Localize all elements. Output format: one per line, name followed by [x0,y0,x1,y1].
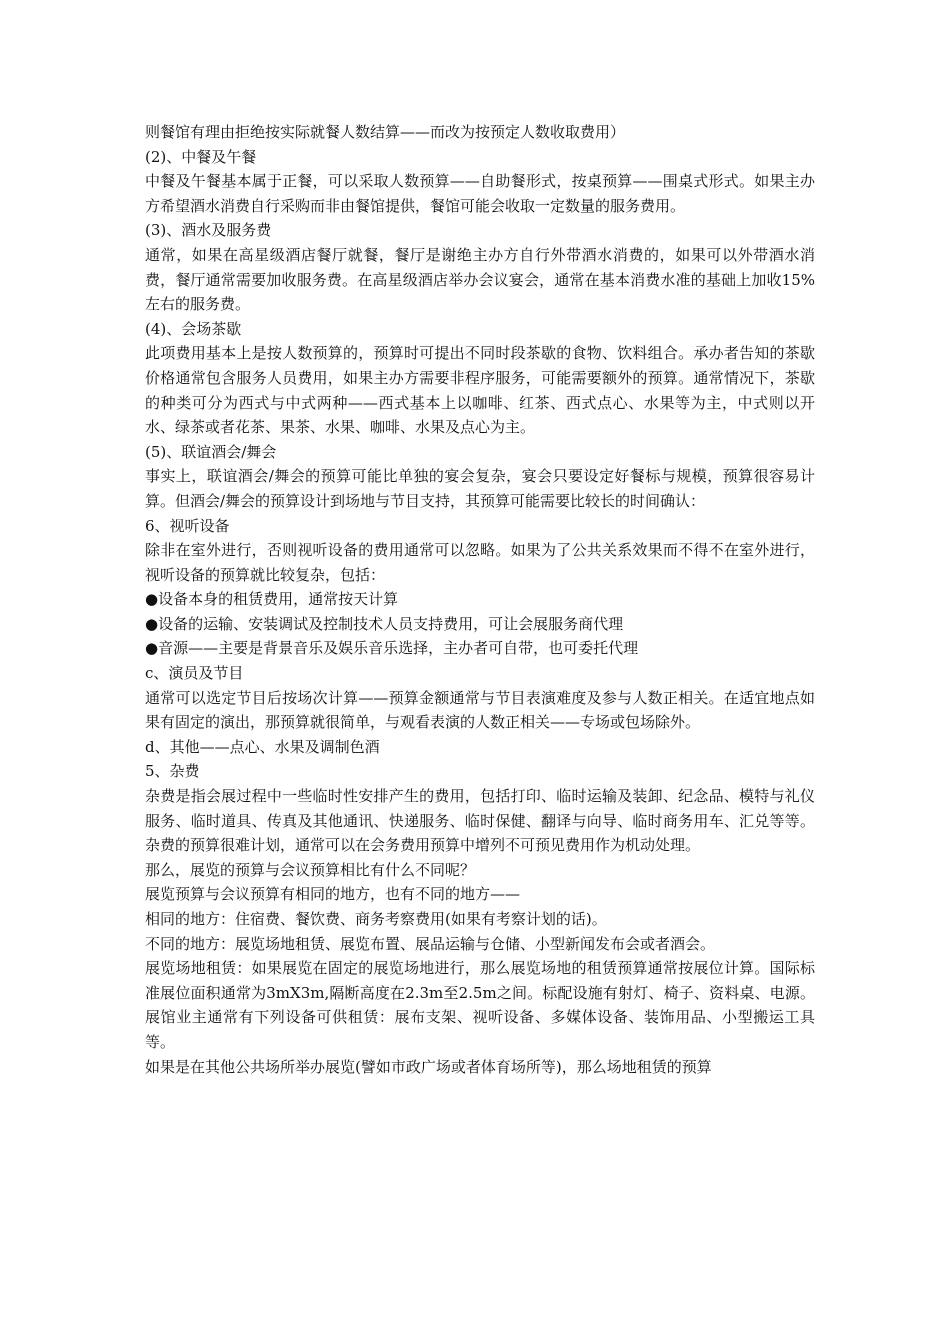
paragraph-comparison-intro: 展览预算与会议预算有相同的地方，也有不同的地方—— [145,885,521,904]
heading-performers: c、演员及节目 [145,664,244,683]
document-page [145,120,815,1079]
heading-lunch: (2)、中餐及午餐 [145,147,257,166]
paragraph-misc-fees: 杂费是指会展过程中一些临时性安排产生的费用，包括打印、临时运输及装卸、纪念品、模特与礼仪服务、临时道具、传真及其他通讯、快递服务、临时保健、翻译与向导、临时商务用车、汇兑等等。杂费的预算很难计划，通常可以在会务费用预算中增列不可预见费用作为机动处理。 [145,787,815,855]
paragraph-similarities: 相同的地方：住宿费、餐饮费、商务考察费用(如果有考察计划的话)。 [145,910,607,928]
heading-av-equipment: 6、视听设备 [145,516,230,535]
paragraph-drinks-service-fee: 通常，如果在高星级酒店餐厅就餐，餐厅是谢绝主办方自行外带酒水消费的，如果可以外带酒水消费，餐厅通常需要加收服务费。在高星级酒店举办会议宴会，通常在基本消费水准的基础上加收15%左右的服务费。 [145,245,815,314]
paragraph-performers: 通常可以选定节目后按场次计算——预算金额通常与节目表演难度及参与人数正相关。在适宜地点如果有固定的演出，那预算就很简单，与观看表演的人数正相关——专场或包场除外。 [145,688,815,732]
paragraph-differences: 不同的地方：展览场地租赁、展览布置、展品运输与仓储、小型新闻发布会或者酒会。 [145,934,716,953]
paragraph-reception-dance: 事实上，联谊酒会/舞会的预算可能比单独的宴会复杂，宴会只要设定好餐标与规模，预算很容易计算。但酒会/舞会的预算设计到场地与节目支持，其预算可能需要比较长的时间确认： [145,467,815,510]
paragraph-catering-settlement: 则餐馆有理由拒绝按实际就餐人数结算——而改为按预定人数收取费用） [145,123,626,141]
paragraph-tea-break: 此项费用基本上是按人数预算的，预算时可提出不同时段茶歇的食物、饮料组合。承办者告知的茶歇价格通常包含服务人员费用，如果主办方需要非程序服务，可能需要额外的预算。通常情况下，茶歇的种类可分为西式与中式两种——西式基本上以咖啡、红茶、西式点心、水果等为主，中式则以开水、绿茶或者花茶、果茶、水果、咖啡、水果及点心为主。 [145,344,815,437]
paragraph-av-equipment: 除非在室外进行，否则视听设备的费用通常可以忽略。如果为了公共关系效果而不得不在室外进行，视听设备的预算就比较复杂，包括： [145,541,815,584]
heading-other-snacks: d、其他——点心、水果及调制色酒 [145,737,380,756]
paragraph-lunch: 中餐及午餐基本属于正餐，可以采取人数预算——自助餐形式，按桌预算——围桌式形式。如果主办方希望酒水消费自行采购而非由餐馆提供，餐馆可能会收取一定数量的服务费用。 [145,172,815,215]
bullet-item-rental: ●设备本身的租赁费用，通常按天计算 [145,590,399,609]
heading-drinks-service-fee: (3)、酒水及服务费 [145,221,272,240]
bullet-item-transport: ●设备的运输、安装调试及控制技术人员支持费用，可让会展服务商代理 [145,614,624,633]
paragraph-question: 那么，展览的预算与会议预算相比有什么不同呢？ [145,860,476,879]
heading-tea-break: (4)、会场茶歇 [145,319,242,338]
heading-reception-dance: (5)、联谊酒会/舞会 [145,442,277,461]
heading-misc-fees: 5、杂费 [145,762,200,781]
bullet-item-audio-source: ●音源——主要是背景音乐及娱乐音乐选择，主办者可自带，也可委托代理 [145,639,639,658]
paragraph-venue-rental: 展览场地租赁：如果展览在固定的展览场地进行，那么展览场地的租赁预算通常按展位计算。国际标准展位面积通常为3mX3m,隔断高度在2.3m至2.5m之间。标配设施有射灯、椅子、资料桌、电源。展馆业主通常有下列设备可供租赁：展布支架、视听设备、多媒体设备、装饰用品、小型搬运工具等。 [145,959,815,1051]
paragraph-public-venue: 如果是在其他公共场所举办展览(譬如市政广场或者体育场所等)，那么场地租赁的预算 [145,1057,712,1076]
